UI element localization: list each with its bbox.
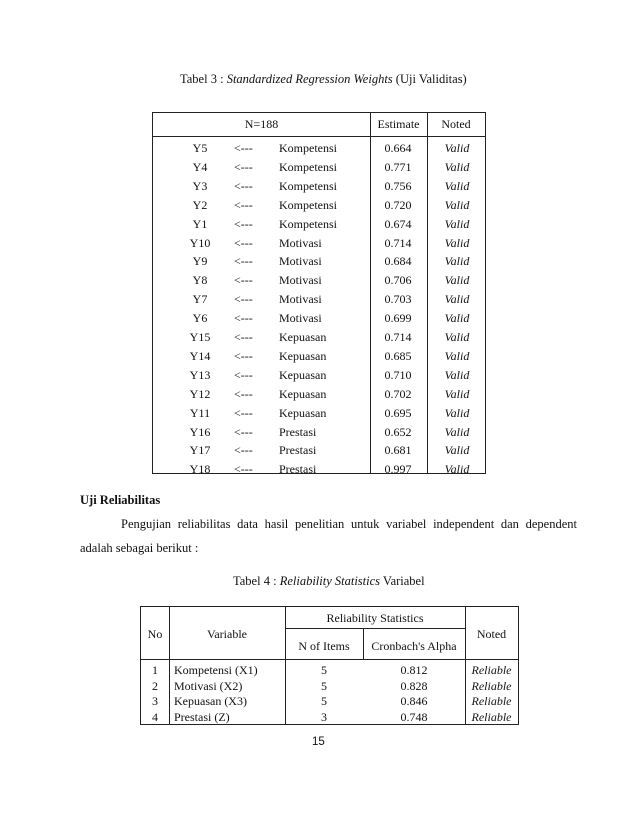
table3-cell-estimate: 0.699: [384, 311, 412, 326]
table3-cell-factor: Motivasi: [279, 273, 322, 288]
table3-cell-noted: Valid: [444, 197, 470, 212]
table3-cell-arrow: <---: [234, 178, 253, 193]
table3-cell-arrow: <---: [234, 386, 253, 401]
table4-row: [141, 662, 518, 678]
table3-cell-factor: Kepuasan: [279, 348, 327, 363]
table3-cell-estimate: 0.997: [384, 462, 412, 477]
table3-header-n: N=188: [244, 117, 279, 131]
paragraph-line-2: adalah sebagai berikut :: [80, 541, 199, 555]
table4-cell-alpha: 0.846: [400, 694, 428, 708]
table3-cell-noted: Valid: [444, 159, 470, 174]
table3-cell-noted: Valid: [444, 311, 470, 326]
table3-cell-factor: Prestasi: [279, 462, 317, 477]
table3-cell-variable: Y13: [189, 367, 211, 382]
table3-cell-factor: Motivasi: [279, 254, 322, 269]
table3-cell-variable: Y5: [192, 141, 208, 155]
table3-cell-arrow: <---: [234, 348, 253, 363]
table4-cell-items: 3: [321, 709, 327, 724]
table4-cell-no: 4: [152, 709, 158, 724]
table3-cell-noted: Valid: [444, 292, 470, 307]
table3-cell-noted: Valid: [444, 273, 470, 288]
table3-caption-suffix: (Uji Validitas): [392, 72, 467, 86]
table3-cell-factor: Motivasi: [279, 292, 322, 307]
table4-cell-variable: Kepuasan (X3): [174, 694, 247, 708]
table3-cell-arrow: <---: [234, 367, 253, 382]
table4-header-alpha: Cronbach's Alpha: [371, 639, 457, 653]
table3-cell-factor: Kompetensi: [279, 216, 337, 231]
table4-cell-noted: Reliable: [471, 678, 512, 693]
table4-header-items: N of Items: [298, 639, 350, 653]
table3-cell-arrow: <---: [234, 443, 253, 458]
table4-cell-items: 5: [321, 663, 327, 677]
table3-row: [153, 347, 485, 366]
table3-cell-arrow: <---: [234, 159, 253, 174]
table4-cell-variable: Prestasi (Z): [174, 709, 230, 724]
table4-caption-title: Reliability Statistics: [279, 574, 381, 588]
table4-cell-noted: Reliable: [471, 663, 512, 677]
table3-cell-variable: Y8: [192, 273, 208, 288]
table3-cell-noted: Valid: [444, 348, 470, 363]
table3-cell-factor: Kompetensi: [279, 178, 337, 193]
table3-cell-noted: Valid: [444, 178, 470, 193]
table4-cell-alpha: 0.828: [400, 678, 428, 693]
table3-row: [153, 404, 485, 423]
table4-cell-no: 3: [152, 694, 158, 708]
table3-cell-estimate: 0.695: [384, 405, 412, 420]
table3-cell-variable: Y3: [192, 178, 208, 193]
table3-cell-arrow: <---: [234, 273, 253, 288]
table4-cell-noted: Reliable: [471, 709, 512, 724]
table3-header-estimate: Estimate: [377, 117, 420, 131]
table3-cell-arrow: <---: [234, 216, 253, 231]
table3-cell-variable: Y17: [189, 443, 211, 458]
table3-cell-noted: Valid: [444, 424, 470, 439]
table3-cell-estimate: 0.720: [384, 197, 412, 212]
table3-cell-estimate: 0.714: [384, 330, 412, 344]
table3-cell-estimate: 0.681: [384, 443, 412, 458]
table3-cell-estimate: 0.771: [384, 159, 412, 174]
table3-cell-variable: Y9: [192, 254, 208, 269]
table3-caption-prefix: Tabel 3 :: [180, 72, 227, 86]
table3-cell-variable: Y2: [192, 197, 208, 212]
table4-row: [141, 709, 518, 725]
table3-cell-noted: Valid: [444, 254, 470, 269]
table3-row: [153, 385, 485, 404]
table3-row: [153, 234, 485, 253]
table3-cell-factor: Motivasi: [279, 311, 322, 326]
table4-cell-alpha: 0.748: [400, 709, 428, 724]
table3-cell-variable: Y7: [192, 292, 208, 307]
table3-cell-estimate: 0.684: [384, 254, 412, 269]
table3-cell-variable: Y16: [189, 424, 211, 439]
paragraph-line-1: Pengujian reliabilitas data hasil penelitian untuk variabel independent dan dependent: [121, 517, 577, 531]
table3-cell-estimate: 0.652: [384, 424, 412, 439]
table3-cell-estimate: 0.685: [384, 348, 412, 363]
table3-cell-variable: Y11: [189, 405, 211, 420]
table4-subheader-rule: [285, 628, 465, 629]
table3-cell-noted: Valid: [444, 141, 470, 155]
table4-cell-variable: Motivasi (X2): [174, 678, 243, 693]
table3-row: [153, 290, 485, 309]
table3-cell-estimate: 0.756: [384, 178, 412, 193]
table3-cell-variable: Y6: [192, 311, 208, 326]
table3-cell-arrow: <---: [234, 235, 253, 250]
table3-cell-noted: Valid: [444, 330, 470, 344]
table3-row: [153, 328, 485, 347]
table4-caption-prefix: Tabel 4 :: [233, 574, 280, 588]
table3-cell-noted: Valid: [444, 443, 470, 458]
table3-cell-estimate: 0.706: [384, 273, 412, 288]
table3-cell-noted: Valid: [444, 386, 470, 401]
table4-cell-items: 5: [321, 694, 327, 708]
table3-cell-factor: Kompetensi: [279, 141, 337, 155]
table3-row: [153, 366, 485, 385]
table3-cell-factor: Kepuasan: [279, 405, 327, 420]
table3-row: [153, 139, 485, 158]
table3-header-rule: [153, 136, 485, 137]
table3-cell-estimate: 0.710: [384, 367, 412, 382]
table4-cell-alpha: 0.812: [400, 663, 428, 677]
table3-header-noted: Noted: [441, 117, 471, 131]
table3-cell-factor: Motivasi: [279, 235, 322, 250]
table4-header-noted: Noted: [476, 627, 507, 641]
table3-row: [153, 252, 485, 271]
table3-cell-variable: Y15: [189, 330, 211, 344]
table3-cell-variable: Y10: [189, 235, 211, 250]
table3-cell-estimate: 0.714: [384, 235, 412, 250]
table3-cell-noted: Valid: [444, 216, 470, 231]
table3-row: [153, 158, 485, 177]
table3-cell-noted: Valid: [444, 235, 470, 250]
table4-cell-items: 5: [321, 678, 327, 693]
page-number: 15: [312, 736, 325, 748]
table3-cell-arrow: <---: [234, 311, 253, 326]
table3-cell-estimate: 0.703: [384, 292, 412, 307]
table3-cell-arrow: <---: [234, 197, 253, 212]
table3-cell-arrow: <---: [234, 462, 253, 477]
table3-cell-arrow: <---: [234, 254, 253, 269]
table3-caption-title: Standardized Regression Weights: [226, 72, 393, 86]
table3-cell-factor: Kompetensi: [279, 197, 337, 212]
table4-header-group: Reliability Statistics: [326, 611, 424, 625]
table3-row: [153, 215, 485, 234]
table3-cell-factor: Prestasi: [279, 443, 317, 458]
table3-cell-estimate: 0.664: [384, 141, 412, 155]
table4-caption-suffix: Variabel: [380, 574, 425, 588]
table4-row: [141, 678, 518, 694]
table3-cell-arrow: <---: [234, 424, 253, 439]
table3-cell-factor: Kepuasan: [279, 367, 327, 382]
table3-cell-noted: Valid: [444, 462, 470, 477]
table4-caption: [233, 574, 425, 589]
table3-cell-factor: Kepuasan: [279, 330, 327, 344]
table3-cell-estimate: 0.674: [384, 216, 412, 231]
table3-cell-variable: Y12: [189, 386, 211, 401]
table3-cell-noted: Valid: [444, 367, 470, 382]
table3-row: [153, 460, 485, 479]
table3-cell-arrow: <---: [234, 405, 253, 420]
table4-cell-variable: Kompetensi (X1): [174, 663, 258, 677]
table3-cell-factor: Kompetensi: [279, 159, 337, 174]
table3-row: [153, 441, 485, 460]
table4-header-variable: Variable: [207, 627, 247, 641]
table3-cell-variable: Y1: [192, 216, 208, 231]
table4-cell-no: 1: [152, 663, 158, 677]
table3-cell-variable: Y4: [192, 159, 208, 174]
table4-row: [141, 693, 518, 709]
table3-row: [153, 271, 485, 290]
table4-header-rule: [141, 659, 518, 660]
table3-cell-arrow: <---: [234, 292, 253, 307]
table3-cell-variable: Y18: [189, 462, 211, 477]
validity-table: [152, 112, 486, 477]
section-heading: Uji Reliabilitas: [80, 493, 161, 507]
table4-header-no: No: [147, 627, 163, 641]
table3-cell-factor: Kepuasan: [279, 386, 327, 401]
table4-cell-noted: Reliable: [471, 694, 512, 708]
table3-row: [153, 196, 485, 215]
table3-cell-arrow: <---: [234, 330, 253, 344]
table3-row: [153, 423, 485, 442]
table3-caption: [180, 72, 467, 87]
table3-cell-noted: Valid: [444, 405, 470, 420]
table4-cell-no: 2: [152, 678, 158, 693]
table3-cell-variable: Y14: [189, 348, 211, 363]
table3-row: [153, 309, 485, 328]
reliability-table: [140, 606, 519, 725]
table3-cell-factor: Prestasi: [279, 424, 317, 439]
table3-cell-arrow: <---: [234, 141, 253, 155]
table3-row: [153, 177, 485, 196]
table3-cell-estimate: 0.702: [384, 386, 412, 401]
